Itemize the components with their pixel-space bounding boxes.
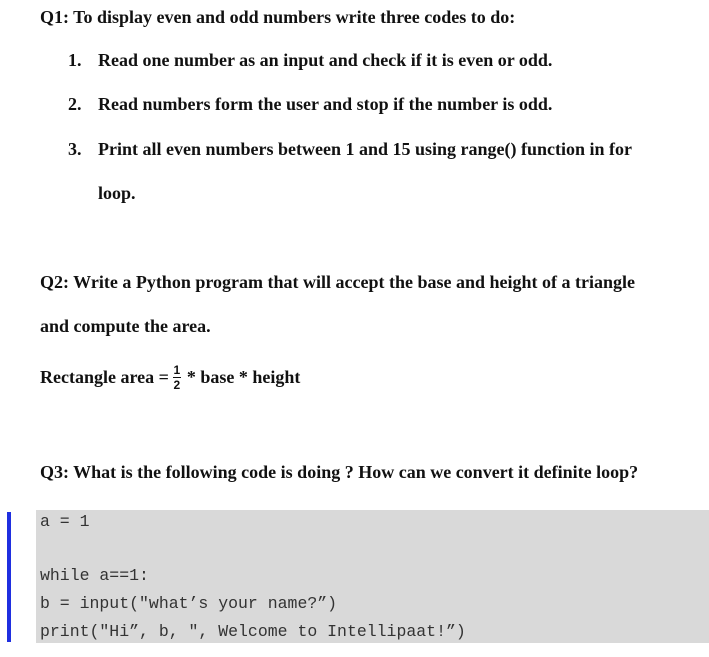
formula-prefix: Rectangle area = xyxy=(40,367,169,387)
code-line-3: b = input("what’s your name?”) xyxy=(40,594,338,613)
list-number: 3. xyxy=(68,139,82,159)
code-line-2: while a==1: xyxy=(40,566,149,585)
code-line-1: a = 1 xyxy=(40,512,90,531)
one-half-fraction xyxy=(173,364,181,391)
list-item-text: Read one number as an input and check if it is even or odd. xyxy=(98,50,553,70)
q1-item-3 xyxy=(68,139,632,160)
code-line-4: print("Hi”, b, ", Welcome to Intellipaat!”) xyxy=(40,622,466,641)
q1-item-3-continuation: loop. xyxy=(98,183,136,203)
list-number: 2. xyxy=(68,94,82,114)
area-formula xyxy=(40,364,300,391)
list-number: 1. xyxy=(68,50,82,70)
code-block-accent-bar xyxy=(7,512,11,642)
fraction-numerator: 1 xyxy=(173,363,181,377)
q1-item-1 xyxy=(68,50,552,71)
q1-title: Q1: To display even and odd numbers write three codes to do: xyxy=(40,7,516,27)
q2-line-1: Q2: Write a Python program that will accept the base and height of a triangle xyxy=(40,272,635,292)
fraction-denominator: 2 xyxy=(173,378,181,392)
list-item-text: Read numbers form the user and stop if the number is odd. xyxy=(98,94,553,114)
q2-line-2: and compute the area. xyxy=(40,316,211,336)
list-item-text: Print all even numbers between 1 and 15 using range() function in for xyxy=(98,139,633,159)
q3-title: Q3: What is the following code is doing ? How can we convert it definite loop? xyxy=(40,462,639,482)
q1-item-2 xyxy=(68,94,552,115)
formula-suffix: * base * height xyxy=(186,367,301,387)
